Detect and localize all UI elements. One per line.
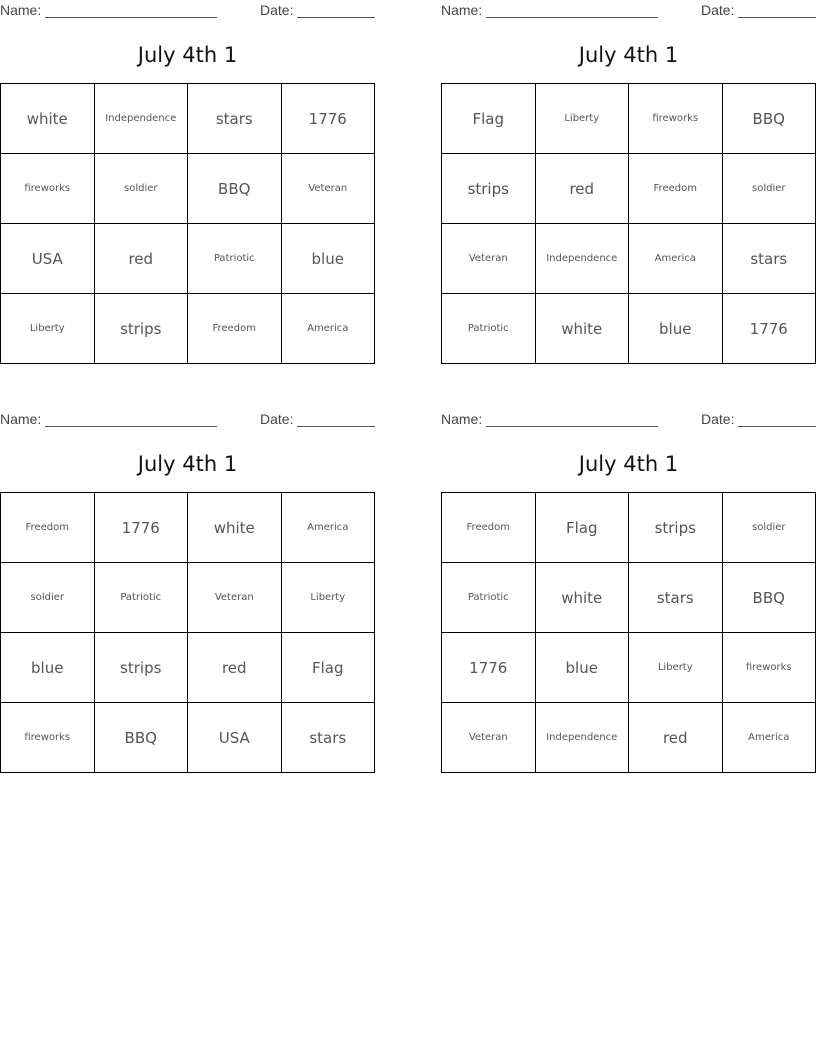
bingo-cell: strips xyxy=(95,633,189,703)
bingo-cell: USA xyxy=(1,224,95,294)
bingo-card xyxy=(441,0,816,338)
bingo-cell: Flag xyxy=(536,493,630,563)
bingo-cell: blue xyxy=(1,633,95,703)
bingo-cell: Freedom xyxy=(629,154,723,224)
bingo-card xyxy=(441,409,816,747)
bingo-cell: soldier xyxy=(95,154,189,224)
date-label: Date: xyxy=(701,2,735,18)
bingo-card xyxy=(0,0,376,338)
bingo-cell: USA xyxy=(188,703,282,773)
bingo-cell: red xyxy=(95,224,189,294)
bingo-cell: Liberty xyxy=(536,84,630,154)
bingo-cell: Freedom xyxy=(442,493,536,563)
bingo-cell: white xyxy=(536,563,630,633)
bingo-cell: Liberty xyxy=(282,563,376,633)
name-label: Name: xyxy=(0,2,42,18)
bingo-cell: red xyxy=(536,154,630,224)
bingo-cell: red xyxy=(629,703,723,773)
name-blank-line xyxy=(45,17,217,18)
name-date-row xyxy=(441,409,816,431)
bingo-cell: America xyxy=(629,224,723,294)
bingo-cell: fireworks xyxy=(629,84,723,154)
bingo-cell: white xyxy=(1,84,95,154)
bingo-cell: America xyxy=(723,703,816,773)
bingo-cell: Flag xyxy=(442,84,536,154)
bingo-cell: Liberty xyxy=(629,633,723,703)
name-date-row xyxy=(0,409,376,431)
bingo-cell: Independence xyxy=(95,84,189,154)
name-label: Name: xyxy=(441,411,483,427)
bingo-cell: strips xyxy=(442,154,536,224)
bingo-grid xyxy=(441,83,816,364)
bingo-cell: Veteran xyxy=(188,563,282,633)
name-label: Name: xyxy=(0,411,42,427)
bingo-cell: soldier xyxy=(723,154,816,224)
bingo-cell: white xyxy=(188,493,282,563)
date-blank-line xyxy=(738,426,816,427)
bingo-card xyxy=(0,409,376,747)
bingo-cell: 1776 xyxy=(282,84,376,154)
bingo-cell: fireworks xyxy=(1,154,95,224)
bingo-cell: stars xyxy=(629,563,723,633)
card-title: July 4th 1 xyxy=(578,452,679,476)
bingo-cell: white xyxy=(536,294,630,364)
bingo-cell: Patriotic xyxy=(442,294,536,364)
date-blank-line xyxy=(297,426,375,427)
bingo-grid xyxy=(0,83,375,364)
bingo-cell: Veteran xyxy=(442,224,536,294)
bingo-grid xyxy=(0,492,375,773)
bingo-cell: BBQ xyxy=(188,154,282,224)
name-date-row xyxy=(0,0,376,22)
bingo-cell: Veteran xyxy=(442,703,536,773)
bingo-cell: Liberty xyxy=(1,294,95,364)
bingo-cell: BBQ xyxy=(723,84,816,154)
bingo-cell: Patriotic xyxy=(95,563,189,633)
bingo-cell: BBQ xyxy=(95,703,189,773)
bingo-cell: 1776 xyxy=(442,633,536,703)
bingo-cell: 1776 xyxy=(723,294,816,364)
bingo-cell: blue xyxy=(629,294,723,364)
bingo-cell: stars xyxy=(188,84,282,154)
date-label: Date: xyxy=(701,411,735,427)
bingo-cell: soldier xyxy=(723,493,816,563)
bingo-cell: blue xyxy=(536,633,630,703)
name-blank-line xyxy=(45,426,217,427)
bingo-cell: Patriotic xyxy=(442,563,536,633)
bingo-cell: BBQ xyxy=(723,563,816,633)
bingo-cell: stars xyxy=(282,703,376,773)
bingo-cell: America xyxy=(282,294,376,364)
bingo-cell: Flag xyxy=(282,633,376,703)
bingo-cell: blue xyxy=(282,224,376,294)
bingo-cell: America xyxy=(282,493,376,563)
bingo-cell: Freedom xyxy=(1,493,95,563)
name-label: Name: xyxy=(441,2,483,18)
bingo-cell: stars xyxy=(723,224,816,294)
date-blank-line xyxy=(738,17,816,18)
name-blank-line xyxy=(486,17,658,18)
card-title: July 4th 1 xyxy=(137,43,238,67)
bingo-cell: Veteran xyxy=(282,154,376,224)
bingo-grid xyxy=(441,492,816,773)
card-title: July 4th 1 xyxy=(578,43,679,67)
bingo-cell: Patriotic xyxy=(188,224,282,294)
bingo-cell: strips xyxy=(629,493,723,563)
bingo-cell: strips xyxy=(95,294,189,364)
bingo-cell: Independence xyxy=(536,224,630,294)
name-date-row xyxy=(441,0,816,22)
bingo-cell: fireworks xyxy=(1,703,95,773)
bingo-cell: fireworks xyxy=(723,633,816,703)
date-label: Date: xyxy=(260,2,294,18)
date-label: Date: xyxy=(260,411,294,427)
date-blank-line xyxy=(297,17,375,18)
bingo-cell: soldier xyxy=(1,563,95,633)
bingo-cell: Freedom xyxy=(188,294,282,364)
bingo-cell: 1776 xyxy=(95,493,189,563)
name-blank-line xyxy=(486,426,658,427)
bingo-cell: Independence xyxy=(536,703,630,773)
card-title: July 4th 1 xyxy=(137,452,238,476)
bingo-cell: red xyxy=(188,633,282,703)
